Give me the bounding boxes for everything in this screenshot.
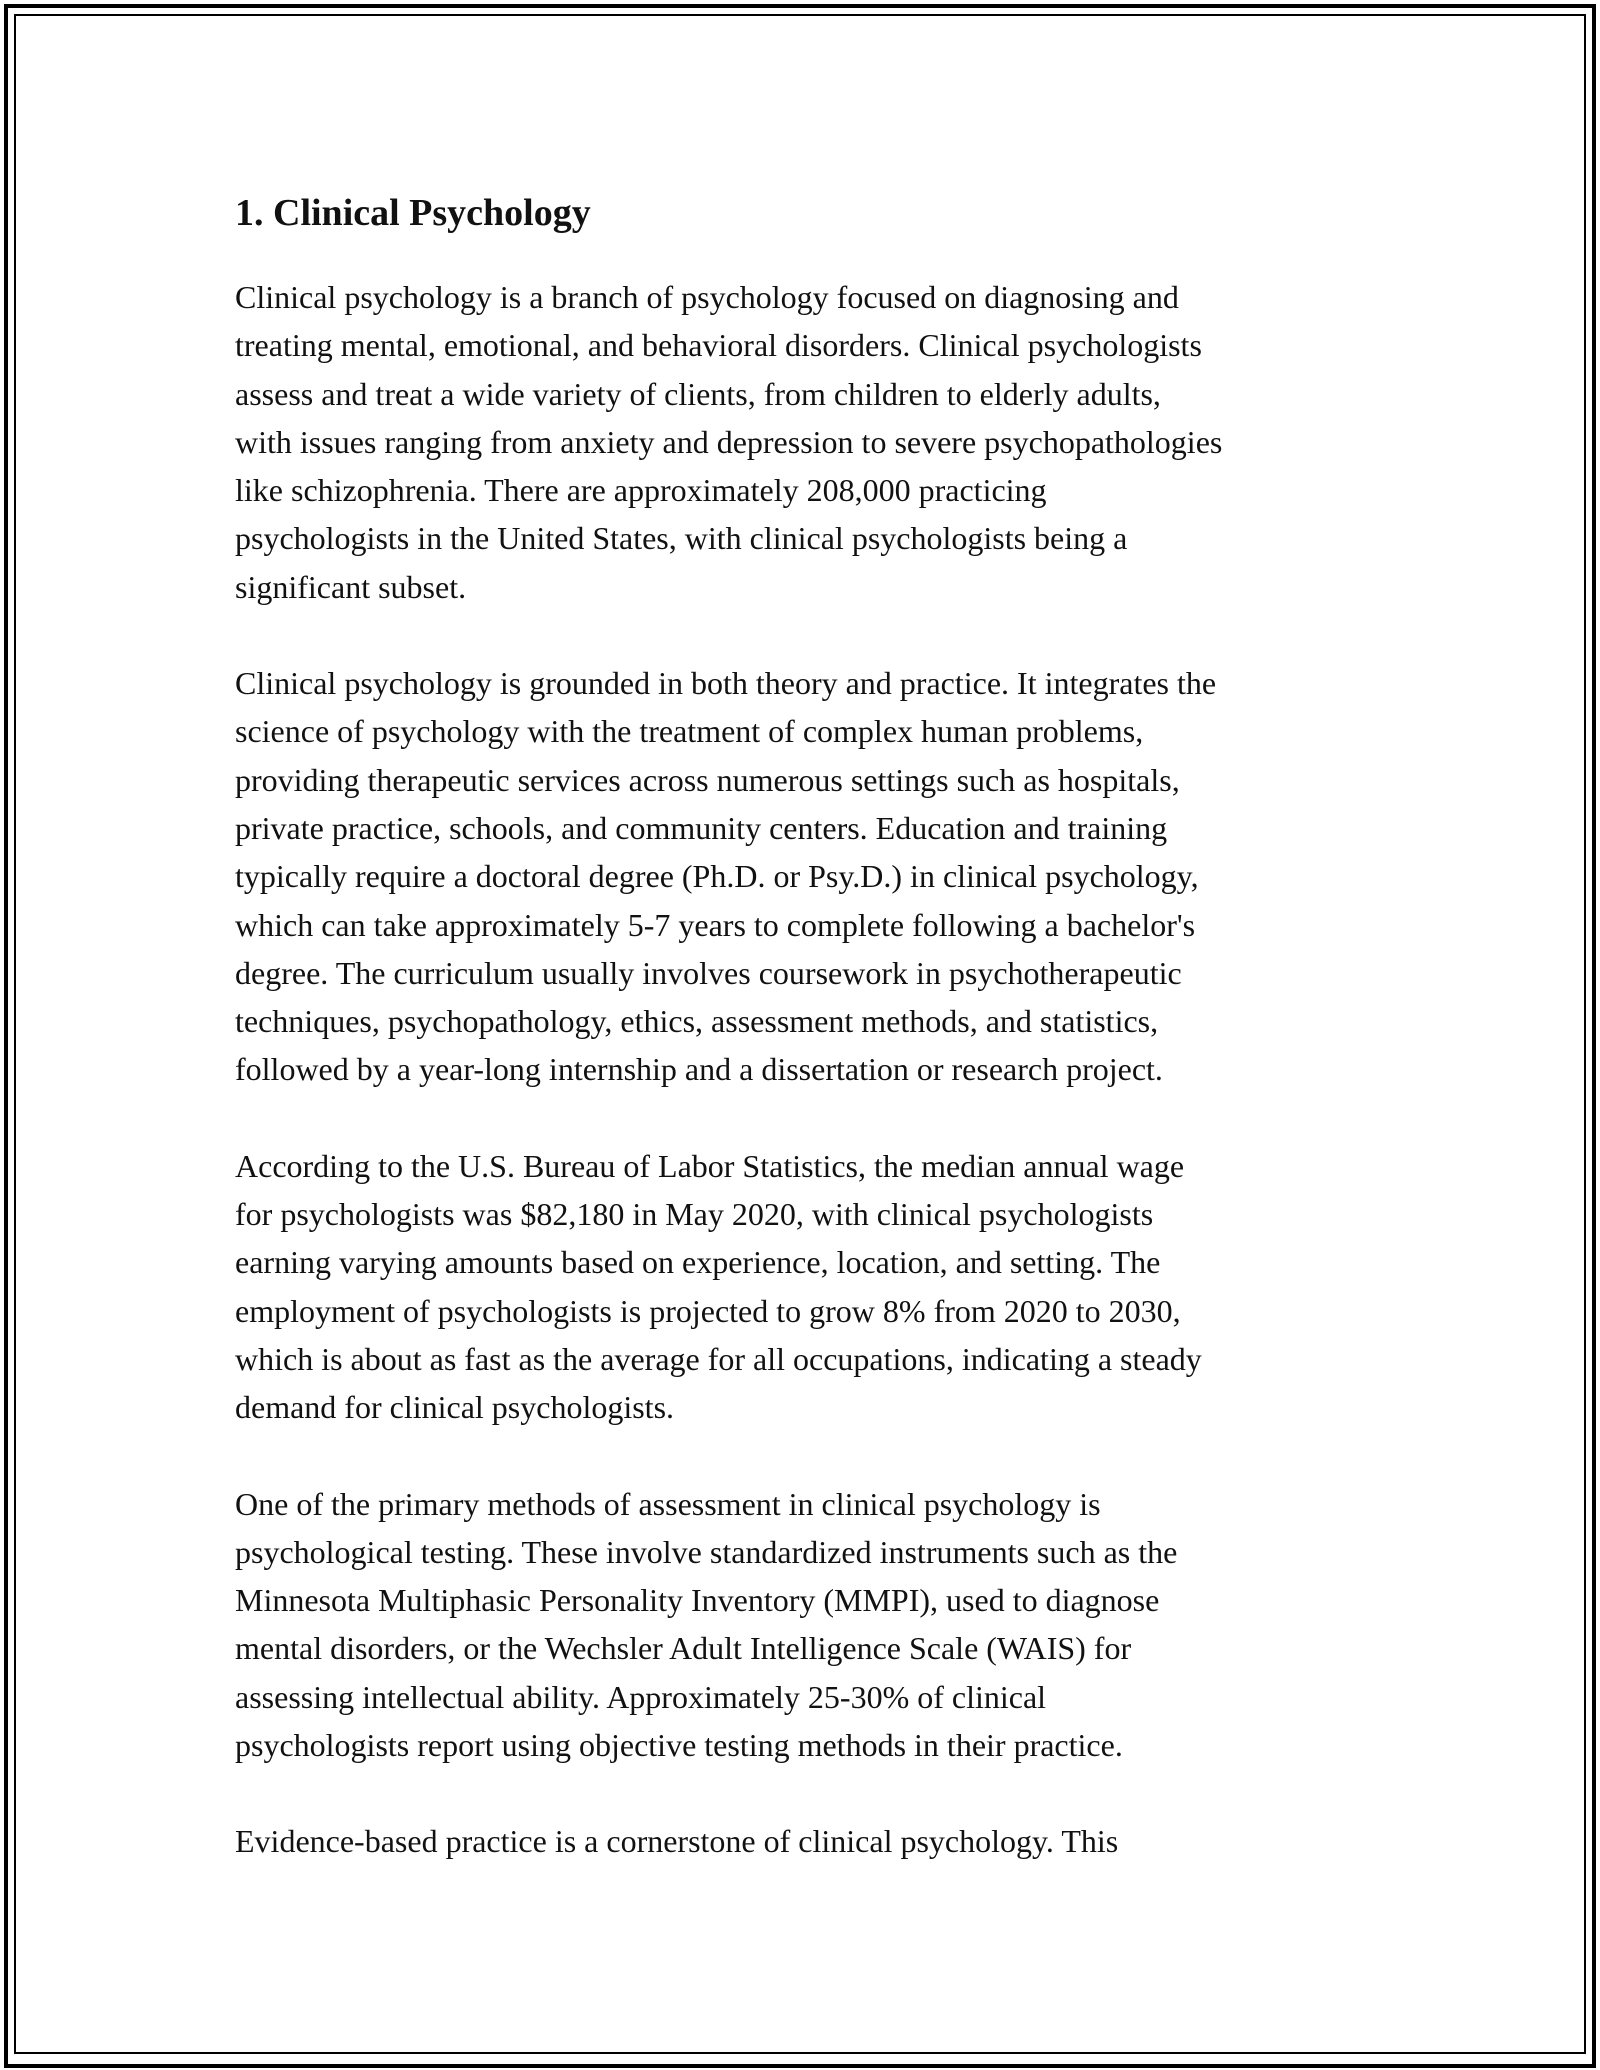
paragraph-assessment: One of the primary methods of assessment in clinical psychology is psychological testing. These involve standardized instruments such as the Minnesota Multiphasic Personality Inventory (MMPI), used to diagnose mental disorders, or the Wechsler Adult Intelligence Scale (WAIS) for assessing intellectual ability. Approximately 25-30% of clinical psychologists report using objective testing methods in their practice.	[235, 1485, 1178, 1764]
paragraph-education: Clinical psychology is grounded in both theory and practice. It integrates the science of psychology with the treatment of complex human problems, providing therapeutic services across numerous settings such as hospitals, private practice, schools, and community centers. Education and training typically require a doctoral degree (Ph.D. or Psy.D.) in clinical psychology, which can take approximately 5-7 years to complete following a bachelor's degree. The curriculum usually involves coursework in psychotherapeutic techniques, psychopathology, ethics, assessment methods, and statistics, followed by a year-long internship and a dissertation or research project.	[235, 665, 1217, 1088]
document-body	[235, 187, 1385, 1914]
paragraph-evidence-based: Evidence-based practice is a cornerstone of clinical psychology. This	[235, 1823, 1119, 1860]
section-heading: 1. Clinical Psychology	[235, 192, 591, 234]
paragraph-overview: Clinical psychology is a branch of psychology focused on diagnosing and treating mental, emotional, and behavioral disorders. Clinical psychologists assess and treat a wide variety of clients, from children to elderly adults, with issues ranging from anxiety and depression to severe psychopathologies like schizophrenia. There are approximately 208,000 practicing psychologists in the United States, with clinical psychologists being a significant subset.	[235, 279, 1223, 605]
paragraph-employment: According to the U.S. Bureau of Labor Statistics, the median annual wage for psychologists was $82,180 in May 2020, with clinical psychologists earning varying amounts based on experience, location, and setting. The employment of psychologists is projected to grow 8% from 2020 to 2030, which is about as fast as the average for all occupations, indicating a steady demand for clinical psychologists.	[235, 1147, 1202, 1426]
